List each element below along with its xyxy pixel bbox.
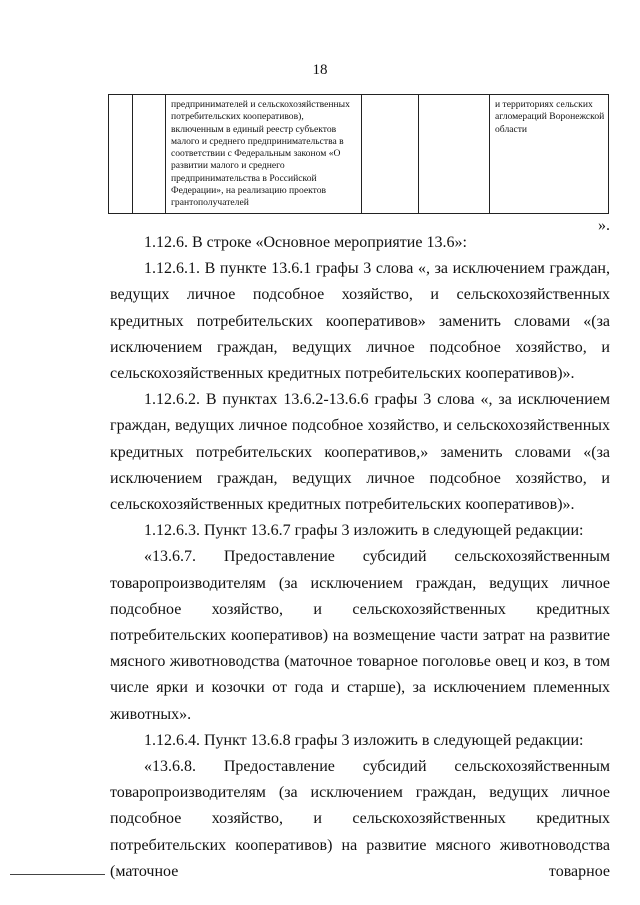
closing-quote: ». [598,217,610,234]
table-row [109,95,609,214]
paragraph-13-6-8-text: «13.6.8. Предоставление субсидий сельскохозяйственным товаропроизводителям (за исключением граждан, ведущих личное подсобное хозяйство, и сельскохозяйственных кредитных потребительских кооперативов) на развитие мясного животноводства (маточное товарное [110,758,610,880]
paragraph-1-12-6-3: 1.12.6.3. Пункт 13.6.7 графы 3 изложить в следующей редакции: [144,522,584,540]
paragraph-1-12-6-4: 1.12.6.4. Пункт 13.6.8 графы 3 изложить в следующей редакции: [144,731,584,749]
table-cell-empty [362,95,419,214]
paragraph-1-12-6-1: 1.12.6.1. В пункте 13.6.1 графы 3 слова «, за исключением граждан, ведущих личное подсобное хозяйство, и сельскохозяйственных кредитных потребительских кооперативов» заменить словами «(за исключением граждан, ведущих личное подсобное хозяйство, и сельскохозяйственных кредитных потребительских кооперативов)». [110,260,610,383]
continuation-table [108,94,609,214]
table-cell-empty [109,95,133,214]
table-cell-measure-text [166,95,362,214]
paragraph-1-12-6-2: 1.12.6.2. В пунктах 13.6.2-13.6.6 графы 3 слова «, за исключением граждан, ведущих личное подсобное хозяйство, и сельскохозяйственных кредитных потребительских кооперативов,» заменить словами «(за исключением граждан, ведущих личное подсобное хозяйство, и сельскохозяйственных кредитных потребительских кооперативов)». [110,391,610,514]
paragraph-1-12-6: 1.12.6. В строке «Основное мероприятие 13.6»: [144,234,467,251]
table-cell-empty [133,95,166,214]
footer-divider [10,874,105,875]
measure-text: предпринимателей и сельскохозяйственных потребительских кооперативов), включенным в единый реестр субъектов малого и среднего предпринимательства в соответствии с Федеральным законом «О развитии малого и среднего предпринимательства в Российской Федерации», на реализацию проектов грантополучателей [171,99,350,209]
paragraph-13-6-7-text: «13.6.7. Предоставление субсидий сельскохозяйственным товаропроизводителям (за исключением граждан, ведущих личное подсобное хозяйство, и сельскохозяйственных кредитных потребительских кооперативов) на возмещение части затрат на развитие мясного животноводства (маточное товарное поголовье овец и коз, в том числе ярки и козочки от года и старше), за исключением племенных животных». [110,548,610,723]
table-cell-empty [419,95,490,214]
table-cell-territory-text [490,95,609,214]
document-body [110,230,610,885]
territory-text: и территориях сельских агломераций Воронежской области [495,99,605,135]
page-number: 18 [312,62,328,78]
